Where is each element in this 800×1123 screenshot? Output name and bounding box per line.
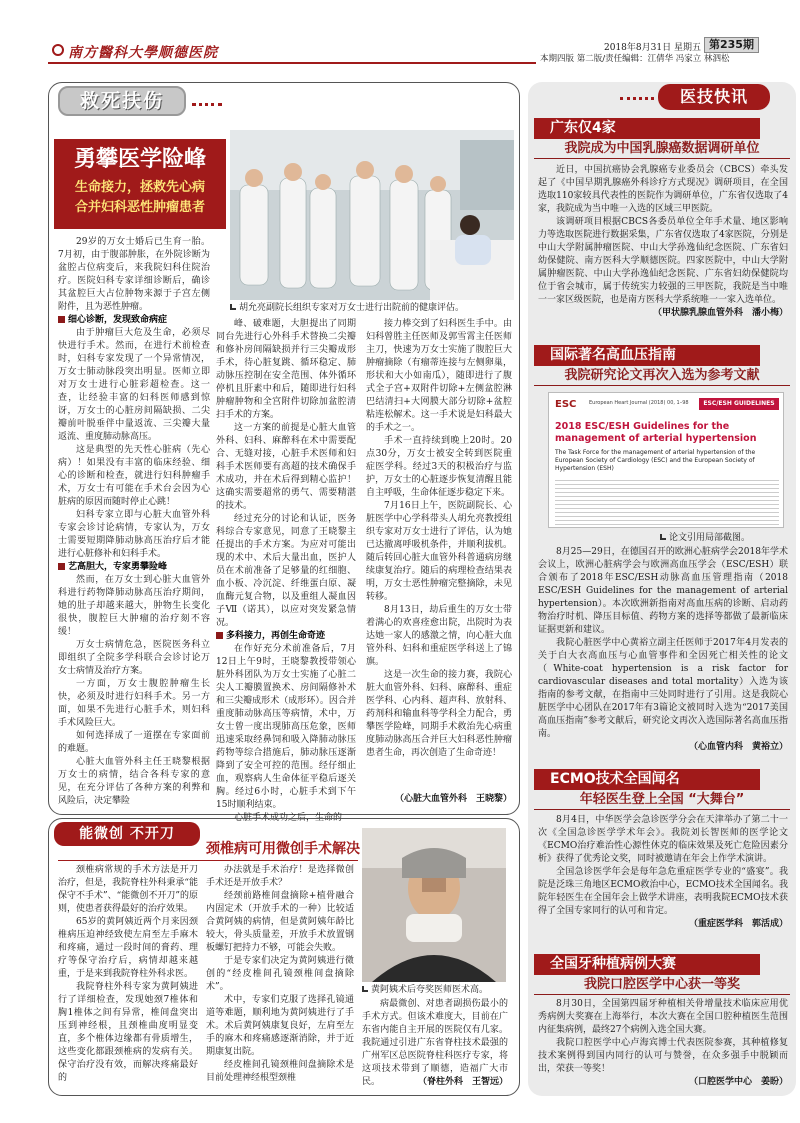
issue-number: 第235期 xyxy=(704,37,759,53)
guideline-text-lines xyxy=(555,477,779,525)
paragraph: 29岁的万女士婚后已生育一胎。7月初，由于腹部肿胀，在外院诊断为盆腔占位病变后，来我院妇科住院治疗。医院妇科专家详细诊断后，确诊其盆腔巨大占位肿物来源于子宫左侧附件，且为恶性肿瘤。 xyxy=(58,237,210,312)
s1-column-1 xyxy=(58,236,210,808)
s1-column-2 xyxy=(216,318,356,825)
paragraph: 手术一直持续到晚上20时。20点30分，万女士被安全转到医院重症医学科。经过3天的积极治疗与监护，万女士的心脏逐步恢复清醒且能自主呼吸，生命体征逐步稳定下来。 xyxy=(366,436,512,498)
sidebar-tag-dots xyxy=(620,97,654,100)
paragraph: 近日，中国抗癌协会乳腺癌专业委员会（CBCS）牵头发起了《中国早期乳腺癌外科诊疗方式现况》调研项目，在全国选取110家较具代表性的医院作为调研单位，广东省仅选取了4家，我院成为当中唯一入选的区域三甲医院。 xyxy=(538,165,788,214)
patient-photo-illustration xyxy=(362,828,506,982)
paragraph: 颈椎病常规的手术方法是开刀治疗，但是，我院脊柱外科秉承“能保守不手术”、“能微创不开刀”的原则，使患者获得最好的治疗效果。 xyxy=(58,865,198,914)
paragraph: 接力棒交到了妇科医生手中。由妇科曾胜主任医师及郭雪霄主任医师主刀，快速为万女士实施了腹腔巨大肿瘤摘除（有瘤蒂连接与左侧卵巢，形状和大小如南瓜），随即进行了腹式全子宫+双附件切除+左侧盆腔淋巴结清扫+大网膜大部分切除+盆腔粘连松解术。这一手术说是妇科最大的手术之一。 xyxy=(366,319,512,433)
paragraph: 这是一次生命的接力赛，我院心脏大血管外科、妇科、麻醉科、重症医学科、心内科、超声科、放射科、药剂科和输血科等学科全力配合，勇攀医学险峰，同期手术救治先心病重度肺动脉高压合并巨大妇科恶性肿瘤患者生命，再次创造了生命奇迹！ xyxy=(366,670,512,758)
s2-column-1 xyxy=(58,864,198,1085)
ward-photo xyxy=(230,130,514,300)
paragraph: 8月13日，劫后重生的万女士带着满心的欢喜痊愈出院，出院时为表达她一家人的感激之情，向心脏大血管外科、妇科和重症医学科送上了锦旗。 xyxy=(366,605,512,667)
issue-date: 2018年8月31日 星期五 xyxy=(604,43,701,53)
guideline-caption xyxy=(660,530,750,543)
news4-subtitle: 我院口腔医学中心获一等奖 xyxy=(534,976,790,995)
paragraph: 心脏大血管外科主任王晓黎根据万女士的病情，结合各科专家的意见，在充分评估了各种方案的利弊和风险后，决定攀险 xyxy=(58,757,210,806)
hospital-name: 南方醫科大學顺德医院 xyxy=(68,45,218,61)
paragraph: 全国急诊医学年会是每年急危重症医学专业的“盛宴”。我院是泛珠三角地区ECMO救治中心，ECMO技术全国闻名。我院年轻医生在全国年会上做学术讲座，表明我院ECMO技术获得了全国专家同行的认可和肯定。 xyxy=(538,867,788,916)
patient-photo xyxy=(362,828,506,982)
ward-photo-caption xyxy=(230,302,514,314)
s2-column-2 xyxy=(206,864,354,1085)
paragraph: 这一方案的前提是心脏大血管外科、妇科、麻醉科在术中需要配合、无缝对接，心脏手术医师和妇科手术医师要有高超的技术确保手术成功，并在术后得到精心监护！这确实需要超常的勇气、需要精湛的技术。 xyxy=(216,423,356,511)
paragraph: 术中，专家们克服了选择孔镜通道等难题，顺利地为黄阿姨进行了手术。术后黄阿姨康复良好，左肩至左手的麻木和疼痛感逐渐消除，并于近期康复出院。 xyxy=(206,995,354,1057)
news3-heading: ECMO技术全国闻名 xyxy=(534,769,760,790)
news3-body xyxy=(538,814,788,931)
headline-box xyxy=(54,139,226,229)
news1-heading: 广东仅4家 xyxy=(534,118,760,139)
caption-marker xyxy=(660,534,666,540)
paragraph: 然而，在万女士到心脏大血管外科进行药物降肺动脉高压治疗期间，她的肚子却越来越大，肿物生长变化很快，腹腔巨大肿瘤的治疗刻不容缓！ xyxy=(58,575,210,637)
paragraph: 于是专家们决定为黄阿姨进行微创的“经皮椎间孔镜颈椎间盘摘除术”。 xyxy=(206,956,354,992)
section2-rule xyxy=(58,860,358,861)
caption-marker xyxy=(230,304,236,310)
news4-heading: 全国牙种植病例大赛 xyxy=(534,954,760,975)
paragraph: 65岁的黄阿姨近两个月来因颈椎病压迫神经致使左肩至左手麻木和疼痛，通过一段时间的膏药、理疗等保守治疗后，病情却越来越重，于是来到我院脊柱外科求医。 xyxy=(58,917,198,979)
paragraph: 8月25—29日，在德国召开的欧洲心脏病学会2018年学术会议上，欧洲心脏病学会与欧洲高血压学会（ESC/ESH）联合颁布了2018年ESC/ESH动脉高血压管理指南（2018 ESC/ESH Guidelines for the management of arterial hypertension）。本次欧洲新指南对高血压病的诊断、启动药物治疗时机、降压目标值、药物方案的选择等都做了最新临床证据更新和建议。 xyxy=(538,547,788,635)
paragraph: 如何选择成了一道摆在专家面前的难题。 xyxy=(58,731,210,754)
paragraph: 办法就是手术治疗！是选择微创手术还是开放手术？ xyxy=(206,865,354,888)
caption-text: 论文引用局部截图。 xyxy=(669,533,751,543)
paragraph: 峰、破难题，大胆提出了同期同台先进行心外科手术替换二尖瓣和修补房间隔缺损并行三尖瓣成形手术，待心脏复跳、循环稳定、肺动脉压控制在安全范围、体外循环停机且肝素中和后，随即进行妇科肿瘤肿物和全宫附件切除加盆腔清扫手术的方案。 xyxy=(216,319,356,420)
paragraph: 该调研项目根据CBCS各委员单位全年手术量、地区影响力等选取医院进行数据采集，广东省仅选取了4家医院，分别是中山大学附属肿瘤医院、中山大学孙逸仙纪念医院、广东省妇幼保健院、南方医科大学顺德医院。四家医院中，中山大学附属肿瘤医院、中山大学孙逸仙纪念医院、广东省妇幼保健院均位于省会城市，属于传统实力较强的三甲医院，我院是当中唯一一家区级医院，也是南方医科大学系统唯一一家入选单位。 xyxy=(538,217,788,305)
paragraph: 8月30日，全国第四届牙种植相关骨增量技术临床应用优秀病例大奖赛在上海举行，本次大赛在全国口腔种植医生范围内征集病例，最终27个病例入选全国大赛。 xyxy=(538,999,788,1035)
journal-line: European Heart Journal (2018) 00, 1–98 xyxy=(589,400,689,406)
paragraph: 我院口腔医学中心卢海宾博士代表医院参赛，其种植修复技术案例得到国内同行的认可与赞誉，在众多强手中脱颖而出，荣获一等奖！ xyxy=(538,1038,788,1074)
subhead-line2: 合并妇科恶性肿瘤患者 xyxy=(74,200,205,215)
news2-heading: 国际著名高血压指南 xyxy=(534,345,760,366)
patient-photo-caption xyxy=(362,984,512,996)
section-tag: 救死扶伤 xyxy=(58,86,186,116)
section2-headline: 颈椎病可用微创手术解决 xyxy=(206,841,360,857)
s1-credit: （心脏大血管外科 王晓黎） xyxy=(394,794,512,804)
editors: 本期四版 第二版/责任编辑：江倩华 冯家立 林泗松 xyxy=(540,54,730,64)
hospital-logo xyxy=(52,44,64,56)
paragraph: 经皮椎间孔镜颈椎间盘摘除术是目前处理神经根型颈椎 xyxy=(206,1060,354,1083)
news-credit: （重症医学科 郭活成） xyxy=(688,919,788,929)
guideline-image xyxy=(548,392,784,528)
section2-tag: 能微创 不开刀 xyxy=(54,822,200,846)
news1-subtitle: 我院成为中国乳腺癌数据调研单位 xyxy=(534,140,790,159)
guideline-body: The Task Force for the management of arterial hypertension of the European Society of Cardiology (ESC) and the European Society of Hypertension (ESH) xyxy=(555,449,756,472)
paragraph: 经过充分的讨论和认证，医务科综合专家意见，同意了王晓黎主任提出的手术方案。为应对可能出现的术中、术后大量出血，医护人员在术前准备了足够量的红细胞、血小板、冷沉淀、纤维蛋白原、凝血酶元复合物，以及重组人凝血因子Ⅶ（诺其），以应对突发紧急情况。 xyxy=(216,514,356,628)
news-credit: （口腔医学中心 姜盼） xyxy=(688,1077,788,1087)
news-credit: （心血管内科 黄裕立） xyxy=(688,742,788,752)
masthead xyxy=(0,0,800,80)
s2-credit: （脊柱外科 王智远） xyxy=(417,1077,508,1087)
news2-subtitle: 我院研究论文再次入选为参考文献 xyxy=(534,367,790,386)
news-credit: （甲状腺乳腺血管外科 潘小梅） xyxy=(652,308,788,318)
paragraph: 这是典型的先天性心脏病（先心病）！如果没有丰富的临床经验、细心的诊断和检查，就进行妇科肿瘤手术，万女士有可能在手术台会因为心脏病的原因而随时停止心跳！ xyxy=(58,445,210,507)
paragraph: 一方面，万女士腹腔肿瘤生长快，必须及时进行妇科手术。另一方面，如果不先进行心脏手术，则妇科手术风险巨大。 xyxy=(58,679,210,728)
subheading: 艺高胆大，专家勇攀险峰 xyxy=(58,561,210,574)
masthead-rule xyxy=(48,62,536,64)
ward-photo-illustration xyxy=(230,130,514,300)
paragraph: 8月4日，中华医学会急诊医学分会在天津举办了第二十一次《全国急诊医学学术年会》。我院刘长智医师的医学论文《ECMO治疗难治性心源性休克的临床效果及死亡危险因素分析》获得了优秀论文奖，同时被邀请在年会上作学术演讲。 xyxy=(538,815,788,864)
paragraph: 经颈前路椎间盘摘除+植骨融合内固定术（开放手术的一种）比较适合黄阿姨的病情，但是黄阿姨年龄比较大，骨头质量差，开放手术放置钢板螺钉把持力不够，可能会失败。 xyxy=(206,891,354,953)
paragraph: 万女士病情危急，医院医务科立即组织了全院多学科联合会诊讨论万女士病情及治疗方案。 xyxy=(58,640,210,676)
esc-logo: ESC xyxy=(555,399,577,410)
sidebar-tag: 医技快讯 xyxy=(658,84,770,110)
paragraph: 妇科专家立即与心脏大血管外科专家会诊讨论病情，专家认为，万女士需要短期降肺动脉高压治疗后才能进行心脏修补和妇科手术。 xyxy=(58,510,210,559)
subheading: 多科接力，再创生命奇迹 xyxy=(216,630,356,643)
paragraph: 病最微创、对患者副损伤最小的手术方式。但该术难度大，目前在广东省内能自主开展的医院仅有几家。我院通过引进广东省脊柱技术最强的广州军区总医院脊柱科医疗专家，将这项技术带到了顺德，造福广大市民。 xyxy=(362,999,508,1087)
news4-body xyxy=(538,998,788,1089)
news1-body xyxy=(538,164,788,320)
caption-marker xyxy=(362,986,368,992)
subhead-line1: 生命接力，拯救先心病 xyxy=(74,180,205,195)
paragraph: 7月16日上午，医院副院长、心脏医学中心学科带头人胡允亮教授组织专家对万女士进行了评估，认为她已达撤离呼吸机条件，并顺利拔机。随后转回心脏大血管外科普通病房继续康复治疗。随后的病理检查结果表明，万女士恶性肿瘤完整摘除，未见转移。 xyxy=(366,501,512,602)
headline: 勇攀医学险峰 xyxy=(73,147,206,172)
paragraph: 由于肿瘤巨大危及生命，必须尽快进行手术。然而，在进行术前检查时，妇科专家发现了一个异常情况，万女士肺动脉段突出明显。医师立即对万女士进行心脏彩超检查。这一查，让经验丰富的妇科医师感到惊讶，万女士的心脏房间隔缺损、二尖瓣前叶脱垂伴中量返流、三尖瓣大量返流、重度肺动脉高压。 xyxy=(58,328,210,442)
paragraph: 在作好充分术前准备后，7月12日上午9时，王晓黎教授带领心脏外科团队为万女士实施了心脏二尖人工瓣膜置换术、房间隔修补术和三尖瓣成形术（成形环）。因合并重度肺动脉高压等病情，术中，万女士曾一度出现肺高压危象，医师迅速采取经鼻饲和吸入降肺动脉压药物等综合措施后，肺动脉压逐渐降到了安全可控的范围。经仔细止血，观察病人生命体征平稳后逐关胸。经过6小时，心脏手术到下午15时顺利结束。 xyxy=(216,644,356,810)
guideline-title: 2018 ESC/ESH Guidelines for the management of arterial hypertension xyxy=(555,421,757,444)
news2-body xyxy=(538,546,788,754)
paragraph: 我院脊柱外科专家为黄阿姨进行了详细检查，发现她颈7椎体和胸1椎体之间有异常，椎间盘突出压到神经根，且颈椎曲度明显变直，多个椎体边缘都有骨质增生，这些变化都跟颈椎病的发病有关。保守治疗没有效，而解决疼痛最好的 xyxy=(58,982,198,1083)
guideline-banner: ESC/ESH GUIDELINES xyxy=(699,398,779,410)
caption-text: 黄阿姨术后夸奖医师医术高。 xyxy=(371,985,489,995)
paragraph: 我院心脏医学中心黄裕立副主任医师于2017年4月发表的关于白大衣高血压与心血管事件和全因死亡相关性的论文（White-coat hypertension is a risk factor for cardiovascular diseases and total mortality）入选为该指南的参考文献，在指南中三处同时进行了引用。这是我院心脏医学中心团队在2017年有3篇论文被同时入选为“2017美国高血压指南”参考文献后，研究论文再次入选国际著名高血压指南。 xyxy=(538,638,788,739)
subheading: 细心诊断，发现致命病症 xyxy=(58,314,210,327)
paragraph: 心脏手术成功之后，生命的 xyxy=(234,813,343,823)
section-tag-dots xyxy=(192,103,222,106)
news3-subtitle: 年轻医生登上全国 “大舞台” xyxy=(534,791,790,810)
s1-column-3 xyxy=(366,318,512,760)
caption-text: 胡允亮副院长组织专家对万女士进行出院前的健康评估。 xyxy=(239,303,465,313)
